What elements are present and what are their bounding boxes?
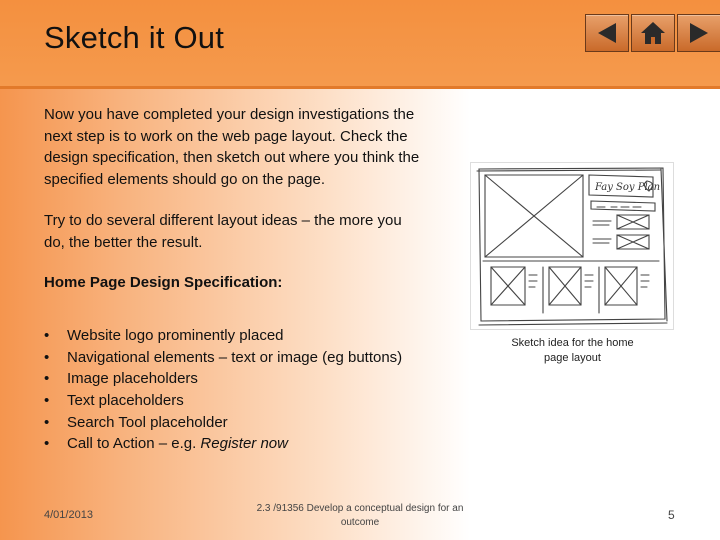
- spec-item-search: • Search Tool placeholder: [44, 412, 424, 434]
- slide-header: [0, 0, 720, 89]
- next-slide-button[interactable]: [677, 14, 720, 52]
- slide-number: 5: [668, 508, 675, 522]
- right-arrow-icon: [686, 20, 712, 46]
- spec-list: [44, 325, 424, 455]
- slide-title: Sketch it Out: [44, 20, 225, 55]
- previous-slide-button[interactable]: [585, 14, 629, 52]
- slide-body: [44, 104, 424, 455]
- layout-ideas-paragraph: Try to do several different layout ideas – the more you do, the better the result.: [44, 212, 402, 251]
- home-slide-button[interactable]: [631, 14, 675, 52]
- intro-paragraph: Now you have completed your design investigations the next step is to work on the web page layout. Check the design specification, then sketch out where you think the specified elements should go on the page.: [44, 106, 420, 188]
- footer-standard: 2.3 /91356 Develop a conceptual design for an outcome: [256, 503, 464, 528]
- register-now-text: Register now: [200, 435, 288, 453]
- home-icon: [639, 19, 667, 47]
- spec-item-image-placeholders: • Image placeholders: [44, 368, 424, 390]
- footer-date: 4/01/2013: [44, 509, 93, 521]
- sketch-caption: Sketch idea for the home page layout: [511, 337, 634, 364]
- sketch-logo-text: Fay Soy Plan: [595, 182, 661, 193]
- layout-sketch-image: [470, 162, 674, 330]
- call-to-action-text: Call to Action – e.g.: [67, 435, 201, 453]
- spec-item-logo: • Website logo prominently placed: [44, 325, 424, 347]
- left-arrow-icon: [594, 20, 620, 46]
- spec-item-text-placeholders: • Text placeholders: [44, 390, 424, 412]
- spec-item-call-to-action: [44, 433, 424, 455]
- spec-heading: Home Page Design Specification:: [44, 273, 283, 291]
- slide-navigation: [585, 14, 720, 50]
- spec-item-navigation: • Navigational elements – text or image (eg buttons): [44, 347, 424, 369]
